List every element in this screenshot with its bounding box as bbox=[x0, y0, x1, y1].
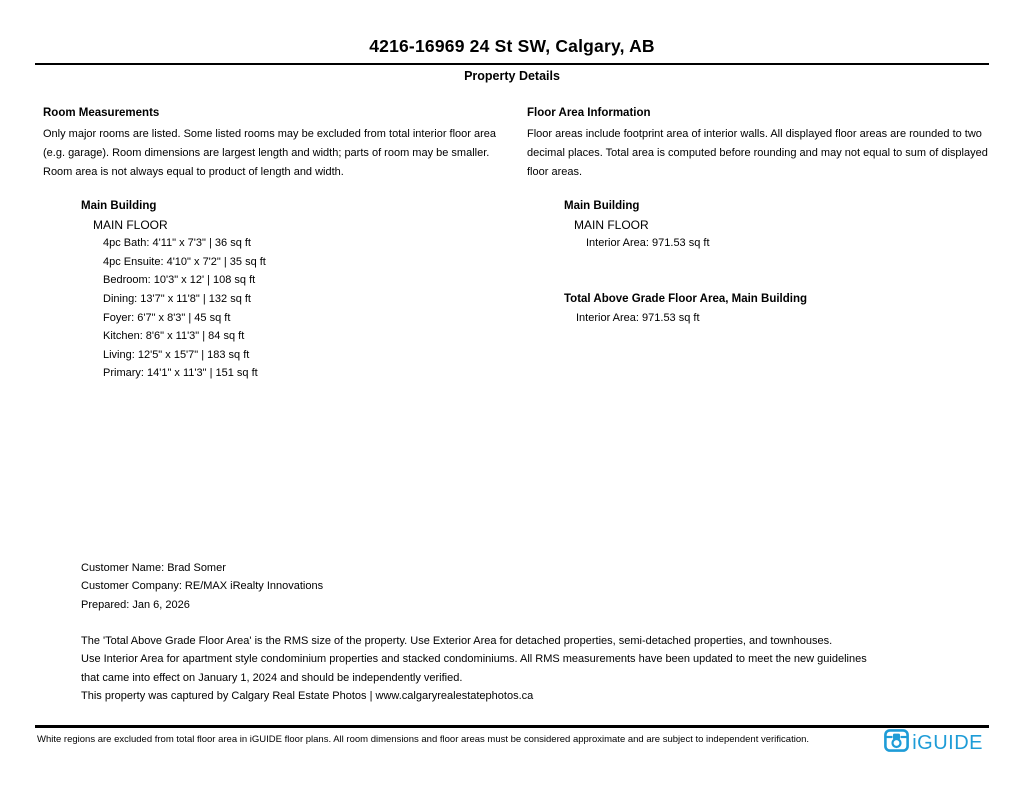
footer-disclaimer: White regions are excluded from total floor area in iGUIDE floor plans. All room dimensions and floor areas must be considered approximate and are subject to independent verification. bbox=[37, 734, 810, 745]
room-line: Kitchen: 8'6" x 11'3" | 84 sq ft bbox=[103, 330, 245, 343]
total-interior-area-line: Interior Area: 971.53 sq ft bbox=[576, 311, 700, 324]
header-divider bbox=[35, 63, 989, 65]
building-name: Main Building bbox=[81, 200, 157, 212]
footer-divider bbox=[35, 725, 989, 728]
iguide-camera-icon bbox=[884, 729, 909, 757]
capture-credit-line: This property was captured by Calgary Real Estate Photos | www.calgaryrealestatephotos.ca bbox=[81, 690, 534, 703]
room-list-block bbox=[81, 197, 266, 383]
room-line: Primary: 14'1" x 11'3" | 151 sq ft bbox=[103, 367, 258, 380]
floor-area-description-line: Floor areas include footprint area of interior walls. All displayed floor areas are rounded to two bbox=[527, 128, 982, 140]
rms-note-line: Use Interior Area for apartment style condominium properties and stacked condominiums. All RMS measurements have been updated to meet the new guidelines bbox=[81, 653, 867, 666]
building-name: Main Building bbox=[564, 200, 640, 212]
iguide-logo bbox=[884, 729, 983, 757]
page-subtitle: Property Details bbox=[464, 69, 560, 83]
rms-note-line: that came into effect on January 1, 2024 and should be independently verified. bbox=[81, 671, 463, 684]
room-line: 4pc Bath: 4'11" x 7'3" | 36 sq ft bbox=[103, 237, 251, 250]
room-measurements-description-line: Room area is not always equal to product of length and width. bbox=[43, 165, 344, 178]
room-line: Bedroom: 10'3" x 12' | 108 sq ft bbox=[103, 274, 256, 287]
page-title: 4216-16969 24 St SW, Calgary, AB bbox=[369, 36, 655, 56]
floor-area-description-line: decimal places. Total area is computed before rounding and may not equal to sum of displayed bbox=[527, 146, 988, 159]
room-line: Dining: 13'7" x 11'8" | 132 sq ft bbox=[103, 292, 251, 305]
interior-area-line: Interior Area: 971.53 sq ft bbox=[586, 237, 710, 250]
floor-area-section bbox=[527, 107, 997, 181]
room-measurements-section bbox=[43, 107, 513, 181]
room-line: Living: 12'5" x 15'7" | 183 sq ft bbox=[103, 348, 250, 361]
iguide-logo-text: iGUIDE bbox=[912, 731, 983, 754]
room-measurements-description-line: Only major rooms are listed. Some listed rooms may be excluded from total interior floor area bbox=[43, 128, 497, 140]
room-measurements-heading: Room Measurements bbox=[43, 107, 160, 119]
rms-notes-block bbox=[81, 632, 867, 706]
room-line: Foyer: 6'7" x 8'3" | 45 sq ft bbox=[103, 311, 231, 324]
customer-company-line: Customer Company: RE/MAX iRealty Innovations bbox=[81, 580, 324, 593]
customer-info-block bbox=[81, 559, 323, 614]
floor-name: MAIN FLOOR bbox=[574, 217, 649, 232]
room-line: 4pc Ensuite: 4'10" x 7'2" | 35 sq ft bbox=[103, 255, 266, 268]
floor-area-block bbox=[564, 197, 710, 253]
floor-area-heading: Floor Area Information bbox=[527, 107, 651, 119]
rms-note-line: The 'Total Above Grade Floor Area' is the RMS size of the property. Use Exterior Area for detached properties, semi-detached properties, and townhouses. bbox=[81, 635, 833, 647]
floor-area-description-line: floor areas. bbox=[527, 165, 583, 178]
total-floor-area-heading: Total Above Grade Floor Area, Main Building bbox=[564, 293, 808, 305]
floor-name: MAIN FLOOR bbox=[93, 217, 168, 232]
total-floor-area-block bbox=[564, 290, 807, 327]
prepared-date-line: Prepared: Jan 6, 2026 bbox=[81, 598, 190, 611]
customer-name-line: Customer Name: Brad Somer bbox=[81, 562, 226, 574]
room-measurements-description-line: (e.g. garage). Room dimensions are largest length and width; parts of room may be smaller. bbox=[43, 146, 490, 159]
